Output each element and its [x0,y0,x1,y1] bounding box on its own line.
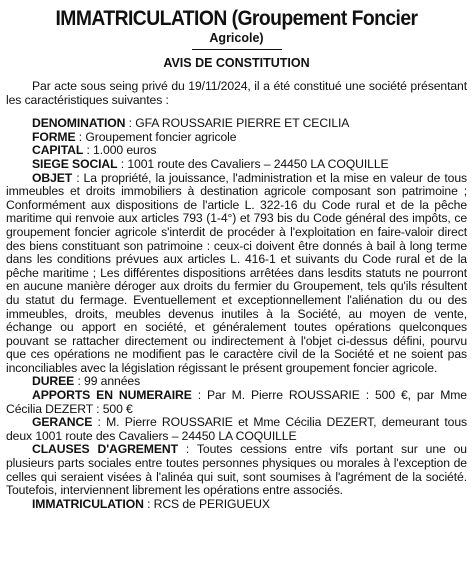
field-label: CLAUSES D'AGREMENT [32,442,178,457]
field-value: : Groupement foncier agricole [75,129,237,144]
field-apports [6,389,467,416]
field-forme [6,131,467,145]
field-duree [6,375,467,389]
notice-title: IMMATRICULATION (Groupement Foncier [55,7,418,30]
field-value: : 1.000 euros [83,143,157,158]
field-label: DUREE [32,374,75,389]
field-value: : 99 années [74,374,141,389]
field-clauses-agrement [6,443,467,497]
field-value: : RCS de PERIGUEUX [143,496,270,511]
field-siege-social [6,158,467,172]
field-value: : GFA ROUSSARIE PIERRE ET CECILIA [125,116,350,131]
field-value: : Par M. Pierre ROUSSARIE : 500 €, par Mme Cécilia DEZERT : 500 € [6,388,467,416]
field-gerance [6,416,467,443]
title-divider [192,49,282,50]
field-label: DENOMINATION [32,116,126,131]
field-label: APPORTS EN NUMERAIRE [32,388,192,403]
legal-notice [0,8,473,567]
intro-paragraph: Par acte sous seing privé du 19/11/2024, il a été constitué une société présentant les caractéristiques suivantes : [6,79,467,107]
field-label: OBJET [32,170,73,185]
field-value: : La propriété, la jouissance, l'administration et la mise en valeur de tous immeubles et droits immobiliers à destination agricole composant son patrimoine ; Conformément aux dispositions de l'article L. 322-16 du Code rural et de la pêche maritime qui renvoie aux articles 793 (1-4°) et 793 bis du Code général des impôts, ce groupement foncier agricole s'interdit de procéder à l'exploitation en faire-valoir direct des biens constituant son patrimoine : ceux-ci doivent être donnés à bail à long terme dans les conditions prévues aux articles L. 416-1 et suivants du Code rural et de la pêche maritime ; Les différentes dispositions arrêtées dans lesdits statuts ne pourront en aucune manière déroger aux droits du fermier du Groupement, tels qu'ils résultent du statut du fermage. Eventuellement et exceptionnellement l'aliénation du ou des immeubles, droits, meubles devenus inutiles à la Société, au moyen de vente, échange ou apport en société, et généralement toutes opérations quelconques pouvant se rattacher directement ou indirectement à l'objet ci-dessus défini, pourvu que ces opérations ne modifient pas le caractère civil de la Société et ne soient pas inconciliables avec la législation régissant le présent groupement foncier agricole. [6,170,467,375]
field-value: : M. Pierre ROUSSARIE et Mme Cécilia DEZERT, demeurant tous deux 1001 route des Cavaliers – 24450 LA COQUILLE [6,415,467,443]
field-label: SIEGE SOCIAL [32,156,118,171]
notice-title-continued: Agricole) [209,31,264,45]
field-label: FORME [32,129,76,144]
field-capital [6,144,467,158]
field-value: : 1001 route des Cavaliers – 24450 LA COQUILLE [117,156,389,171]
field-label: IMMATRICULATION [32,496,144,511]
field-objet [6,172,467,376]
field-label: CAPITAL [32,143,84,158]
field-label: GERANCE [32,415,93,430]
section-heading: AVIS DE CONSTITUTION [163,56,310,70]
field-immatriculation [6,498,467,512]
field-value: : Toutes cessions entre vifs portant sur une ou plusieurs parts sociales entre toutes personnes physiques ou morales à l'exception de celles qui seraient visées à l'alinéa qui suit, sont soumises à l'agrément de la société. Toutefois, interviennent librement les opérations entre associés. [6,442,467,498]
field-denomination [6,117,467,131]
